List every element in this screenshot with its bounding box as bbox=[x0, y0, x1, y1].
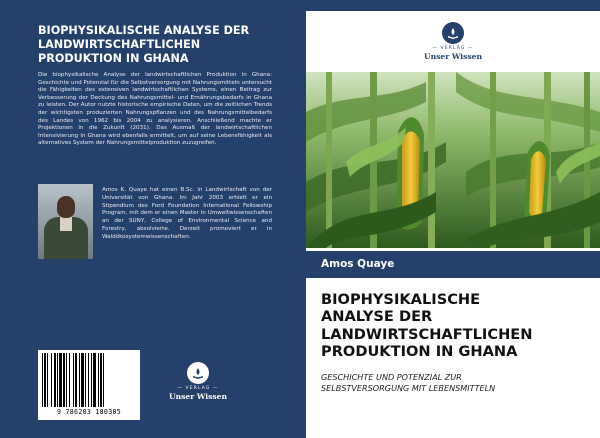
book-lamp-logo-icon bbox=[442, 22, 464, 44]
barcode-bar bbox=[79, 353, 80, 407]
front-title-line: ANALYSE DER bbox=[321, 308, 433, 326]
front-title-line: BIOPHYSIKALISCHE bbox=[321, 291, 481, 308]
back-title-line: PRODUKTION IN GHANA bbox=[38, 52, 189, 65]
barcode-bar bbox=[73, 353, 74, 407]
back-publisher-logo bbox=[163, 362, 233, 401]
barcode bbox=[38, 350, 140, 420]
back-title-line: BIOPHYSIKALISCHE ANALYSE DER bbox=[38, 24, 250, 37]
barcode-bar bbox=[69, 353, 70, 407]
front-subtitle-line: SELBSTVERSORGUNG MIT LEBENSMITTELN bbox=[321, 383, 496, 393]
barcode-bar bbox=[98, 353, 99, 407]
front-title-line: PRODUKTION IN GHANA bbox=[321, 343, 518, 361]
publisher-verlag: — VERLAG — bbox=[177, 386, 219, 391]
front-publisher-logo bbox=[417, 22, 489, 61]
barcode-bar bbox=[51, 353, 52, 407]
barcode-bar bbox=[66, 353, 67, 407]
barcode-bar bbox=[85, 353, 86, 407]
front-cover bbox=[306, 0, 600, 438]
front-subtitle bbox=[321, 372, 593, 394]
barcode-bar bbox=[63, 353, 65, 407]
barcode-bar bbox=[57, 353, 58, 407]
book-lamp-logo-icon bbox=[187, 362, 209, 384]
barcode-bar bbox=[44, 353, 46, 407]
barcode-bar bbox=[54, 353, 56, 407]
barcode-bar bbox=[81, 353, 84, 407]
publisher-name: Unser Wissen bbox=[423, 52, 483, 61]
barcode-number: 9 786203 180305 bbox=[56, 408, 122, 416]
author-band bbox=[306, 251, 600, 278]
author-name: Amos Quaye bbox=[321, 258, 395, 270]
back-cover bbox=[0, 0, 294, 438]
barcode-bar bbox=[47, 353, 48, 407]
spine bbox=[294, 0, 306, 438]
barcode-bar bbox=[100, 353, 102, 407]
barcode-bar bbox=[59, 353, 62, 407]
author-bio: Amos K. Quaye hat einen B.Sc. in Landwirtschaft von der Universität von Ghana. Im Jahr 2003 erhielt er ein Stipendium des Ford Foundation International Fellowship Program, mit dem er einen Master in Umweltwissenschaften an der SUNY, College of Environmental Science and Forestry, absolvierte. Derzeit promoviert er in Waldökosystemwissenschaften. bbox=[102, 187, 272, 240]
barcode-bar bbox=[42, 353, 43, 407]
front-top-bar bbox=[306, 0, 600, 11]
barcode-bar bbox=[103, 353, 104, 407]
front-subtitle-line: GESCHICHTE UND POTENZIAL ZUR bbox=[321, 372, 462, 382]
back-title-line: LANDWIRTSCHAFTLICHEN bbox=[38, 38, 201, 51]
maize-field-photo bbox=[306, 72, 600, 248]
author-photo bbox=[38, 184, 93, 259]
barcode-bars bbox=[42, 353, 136, 407]
front-title bbox=[321, 291, 593, 361]
back-blurb: Die biophysikalische Analyse der landwirtschaftlichen Produktion in Ghana: Geschichte und Potenzial für die Selbstversorgung mit Nahrungsmitteln untersucht die Fähigkeiten des extensiven landwirtschaftlichen Systems, einen Beitrag zur Verbesserung der Deckung des Nahrungsmittel- und Ernährungsbedarfs in Ghana zu leisten. Der Autor nutzte historische empirische Daten, um die zeitlichen Trends der wichtigsten produzierten Nahrungspflanzen und des Nahrungsmittelbedarfs des Landes von 1962 bis 2004 zu analysieren. Anschließend machte er Projektionen in die Zukunft (2031). Das Ausmaß der landwirtschaftlichen Intensivierung in Ghana wird ebenfalls ermittelt, um auf seine Lebensfähigkeit als alternatives System der Nahrungsmittelproduktion zuzugreifen. bbox=[38, 72, 272, 147]
publisher-verlag: — VERLAG — bbox=[432, 46, 474, 51]
barcode-bar bbox=[88, 353, 89, 407]
front-title-line: LANDWIRTSCHAFTLICHEN bbox=[321, 325, 533, 343]
barcode-bar bbox=[91, 353, 92, 407]
back-title bbox=[38, 24, 278, 66]
barcode-bar bbox=[75, 353, 77, 407]
barcode-bar bbox=[93, 353, 96, 407]
publisher-name: Unser Wissen bbox=[168, 392, 228, 401]
